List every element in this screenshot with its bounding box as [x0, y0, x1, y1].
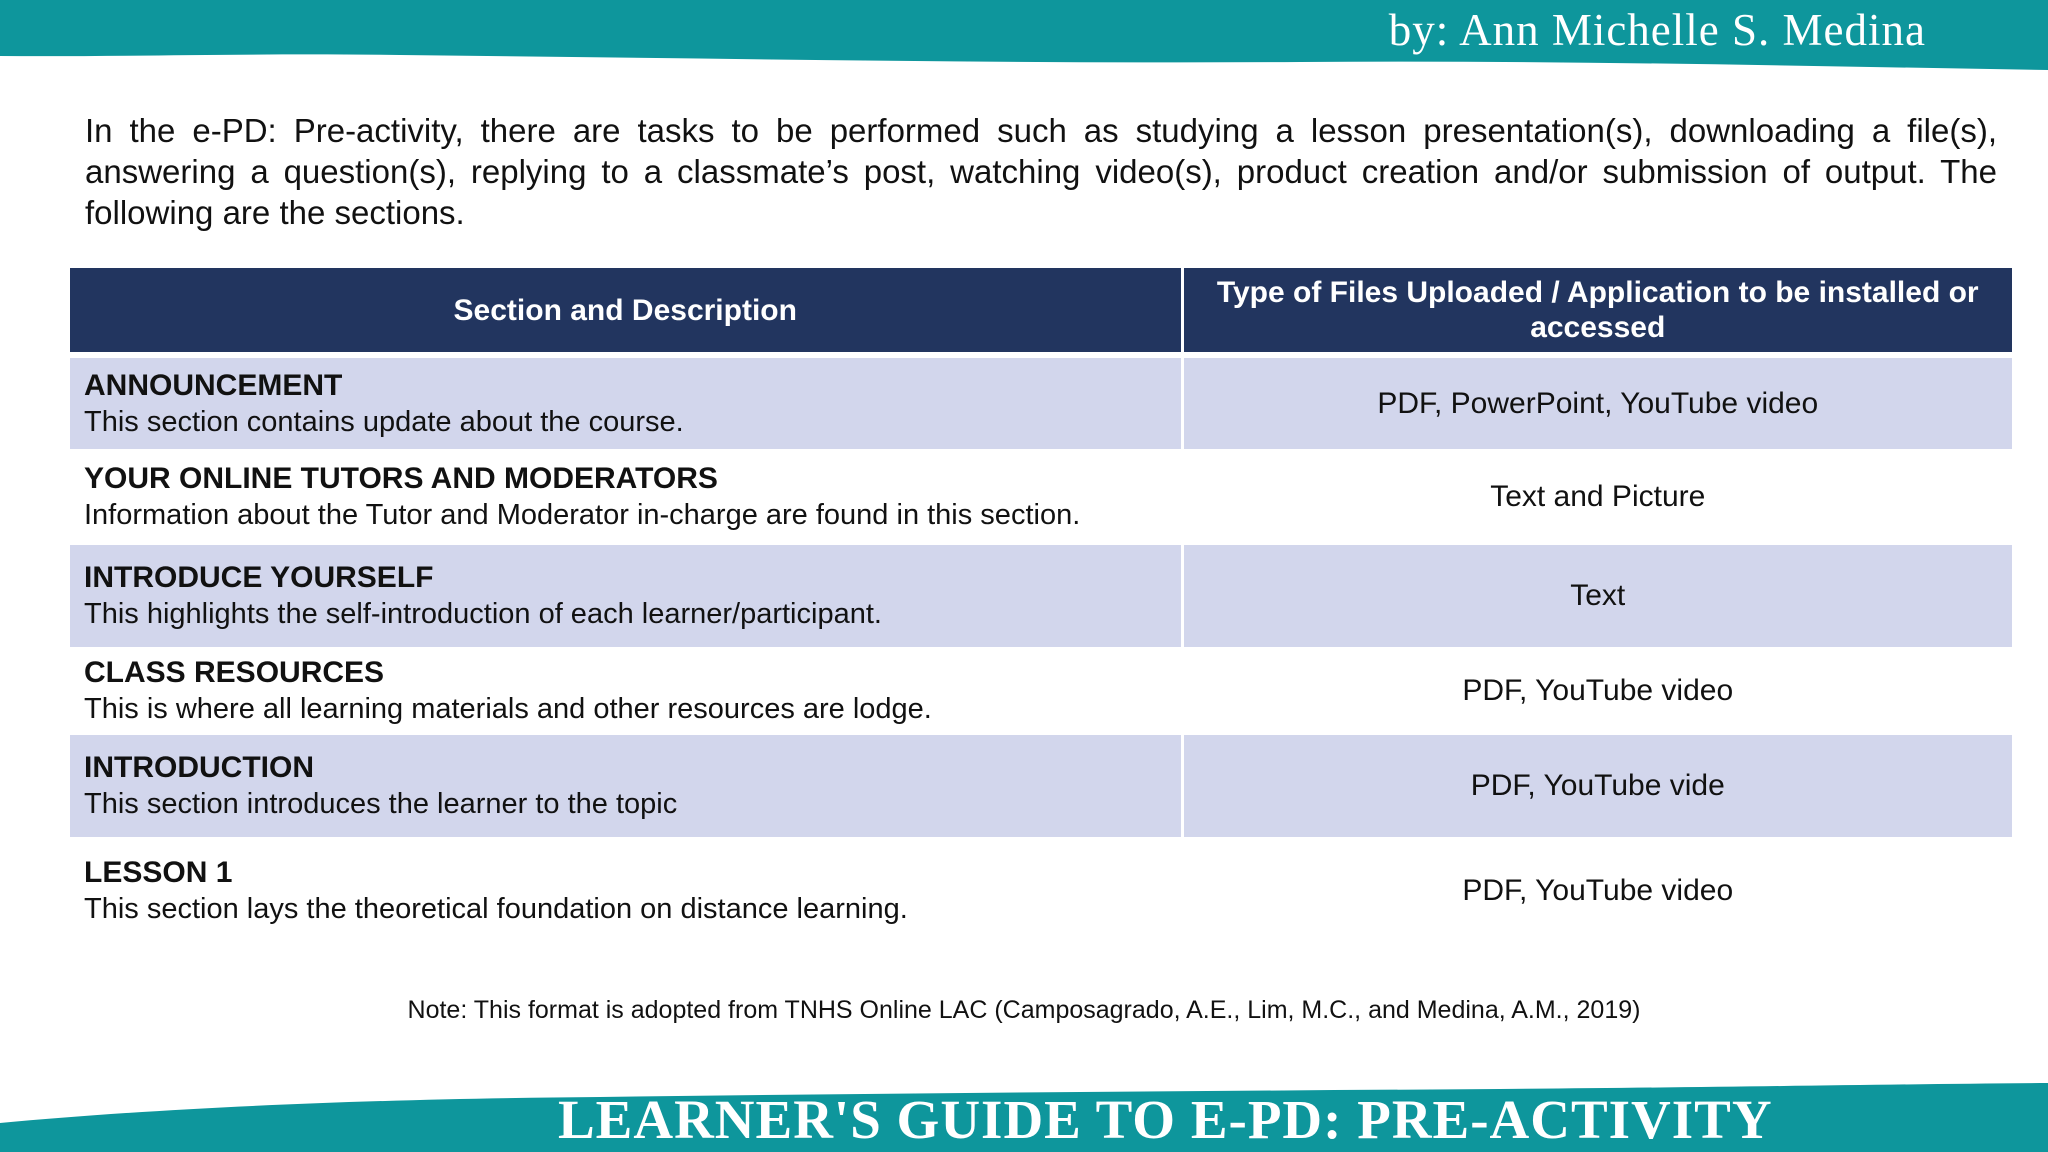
section-description: Information about the Tutor and Moderator in-charge are found in this section. [84, 499, 1081, 531]
section-description: This is where all learning materials and other resources are lodge. [84, 693, 932, 725]
file-types-cell: PDF, PowerPoint, YouTube video [1182, 358, 2012, 449]
table-row [70, 837, 2012, 945]
section-description: This highlights the self-introduction of each learner/participant. [84, 598, 882, 630]
section-title: ANNOUNCEMENT [84, 368, 343, 402]
file-types-cell: Text [1182, 545, 2012, 647]
intro-paragraph: In the e-PD: Pre-activity, there are tasks to be performed such as studying a lesson presentation(s), downloading a file(s), answering a question(s), replying to a classmate’s post, watching video(s), product creation and/or submission of output. The following are the sections. [85, 112, 1997, 231]
section-cell [70, 647, 1182, 735]
section-cell [70, 837, 1182, 945]
table-row [70, 358, 2012, 449]
table-row [70, 647, 2012, 735]
header-file-types: Type of Files Uploaded / Application to be installed or accessed [1182, 268, 2012, 352]
file-types-cell: PDF, YouTube video [1182, 647, 2012, 735]
source-note: Note: This format is adopted from TNHS Online LAC (Camposagrado, A.E., Lim, M.C., and Medina, A.M., 2019) [407, 996, 1641, 1024]
section-title: LESSON 1 [84, 856, 233, 889]
file-types-cell: PDF, YouTube vide [1182, 735, 2012, 837]
section-title: INTRODUCE YOURSELF [84, 561, 434, 594]
section-description: This section lays the theoretical foundation on distance learning. [84, 893, 908, 925]
sections-table [70, 268, 2012, 945]
section-title: CLASS RESOURCES [84, 656, 385, 689]
section-cell [70, 449, 1182, 545]
section-description: This section introduces the learner to the topic [84, 788, 678, 820]
author-credit: by: Ann Michelle S. Medina [1388, 5, 1926, 55]
section-cell [70, 545, 1182, 647]
section-description: This section contains update about the course. [84, 405, 684, 438]
footer-title: LEARNER'S GUIDE TO E-PD: PRE-ACTIVITY [558, 1089, 1773, 1150]
table-row [70, 449, 2012, 545]
file-types-cell: PDF, YouTube video [1182, 837, 2012, 945]
section-title: INTRODUCTION [84, 751, 314, 784]
table-row [70, 545, 2012, 647]
section-title: YOUR ONLINE TUTORS AND MODERATORS [84, 462, 718, 495]
table-header-row [70, 268, 2012, 352]
header-section-description: Section and Description [70, 268, 1182, 352]
section-cell [70, 358, 1182, 449]
table-row [70, 735, 2012, 837]
section-cell [70, 735, 1182, 837]
top-banner [0, 0, 2048, 75]
file-types-cell: Text and Picture [1182, 449, 2012, 545]
